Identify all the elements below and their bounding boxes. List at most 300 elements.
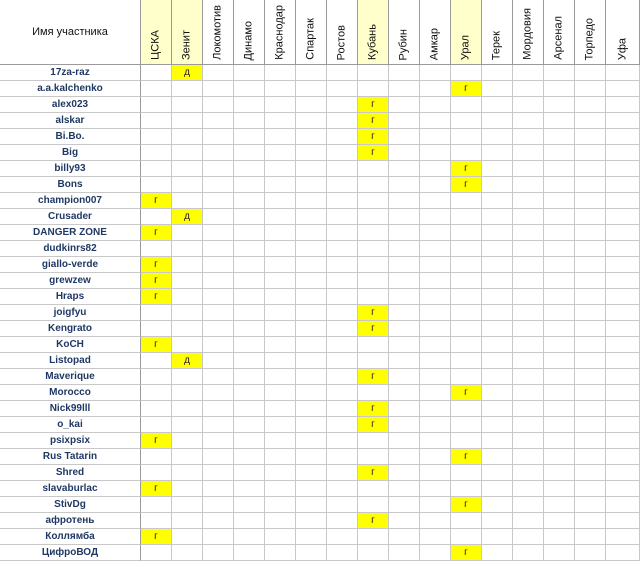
empty-cell[interactable] <box>606 401 640 417</box>
prediction-mark-cell[interactable]: г <box>451 81 482 97</box>
empty-cell[interactable] <box>544 481 575 497</box>
prediction-mark-cell[interactable]: д <box>172 353 203 369</box>
empty-cell[interactable] <box>265 449 296 465</box>
column-header-team[interactable] <box>606 0 640 65</box>
empty-cell[interactable] <box>482 449 513 465</box>
empty-cell[interactable] <box>575 145 606 161</box>
empty-cell[interactable] <box>172 257 203 273</box>
participant-name-cell[interactable]: Morocco <box>0 385 141 401</box>
empty-cell[interactable] <box>172 177 203 193</box>
empty-cell[interactable] <box>358 241 389 257</box>
empty-cell[interactable] <box>141 321 172 337</box>
empty-cell[interactable] <box>265 97 296 113</box>
empty-cell[interactable] <box>389 465 420 481</box>
empty-cell[interactable] <box>606 369 640 385</box>
empty-cell[interactable] <box>389 65 420 81</box>
empty-cell[interactable] <box>482 177 513 193</box>
empty-cell[interactable] <box>606 385 640 401</box>
empty-cell[interactable] <box>513 97 544 113</box>
empty-cell[interactable] <box>358 161 389 177</box>
empty-cell[interactable] <box>482 513 513 529</box>
empty-cell[interactable] <box>420 193 451 209</box>
empty-cell[interactable] <box>451 225 482 241</box>
empty-cell[interactable] <box>513 161 544 177</box>
empty-cell[interactable] <box>265 369 296 385</box>
empty-cell[interactable] <box>141 449 172 465</box>
empty-cell[interactable] <box>141 113 172 129</box>
empty-cell[interactable] <box>606 241 640 257</box>
empty-cell[interactable] <box>203 401 234 417</box>
empty-cell[interactable] <box>482 241 513 257</box>
empty-cell[interactable] <box>234 545 265 561</box>
participant-name-cell[interactable]: Shred <box>0 465 141 481</box>
participant-name-cell[interactable]: grewzew <box>0 273 141 289</box>
empty-cell[interactable] <box>358 81 389 97</box>
prediction-mark-cell[interactable]: д <box>172 65 203 81</box>
empty-cell[interactable] <box>389 209 420 225</box>
empty-cell[interactable] <box>141 353 172 369</box>
empty-cell[interactable] <box>420 385 451 401</box>
empty-cell[interactable] <box>451 465 482 481</box>
empty-cell[interactable] <box>544 465 575 481</box>
participant-name-cell[interactable]: Crusader <box>0 209 141 225</box>
empty-cell[interactable] <box>606 81 640 97</box>
participant-name-cell[interactable]: 17za-raz <box>0 65 141 81</box>
empty-cell[interactable] <box>265 385 296 401</box>
prediction-mark-cell[interactable]: г <box>451 497 482 513</box>
empty-cell[interactable] <box>265 257 296 273</box>
empty-cell[interactable] <box>389 545 420 561</box>
empty-cell[interactable] <box>451 209 482 225</box>
empty-cell[interactable] <box>420 65 451 81</box>
empty-cell[interactable] <box>451 401 482 417</box>
empty-cell[interactable] <box>575 417 606 433</box>
empty-cell[interactable] <box>513 65 544 81</box>
empty-cell[interactable] <box>327 241 358 257</box>
empty-cell[interactable] <box>606 529 640 545</box>
empty-cell[interactable] <box>265 529 296 545</box>
prediction-mark-cell[interactable]: д <box>172 209 203 225</box>
empty-cell[interactable] <box>544 81 575 97</box>
empty-cell[interactable] <box>203 177 234 193</box>
empty-cell[interactable] <box>513 481 544 497</box>
empty-cell[interactable] <box>234 177 265 193</box>
empty-cell[interactable] <box>420 273 451 289</box>
empty-cell[interactable] <box>234 225 265 241</box>
prediction-mark-cell[interactable]: г <box>451 161 482 177</box>
empty-cell[interactable] <box>513 465 544 481</box>
participant-name-cell[interactable]: Rus Tatarin <box>0 449 141 465</box>
empty-cell[interactable] <box>482 225 513 241</box>
empty-cell[interactable] <box>296 481 327 497</box>
column-header-team[interactable] <box>420 0 451 65</box>
empty-cell[interactable] <box>482 321 513 337</box>
empty-cell[interactable] <box>482 129 513 145</box>
empty-cell[interactable] <box>234 497 265 513</box>
empty-cell[interactable] <box>606 417 640 433</box>
empty-cell[interactable] <box>327 497 358 513</box>
empty-cell[interactable] <box>265 433 296 449</box>
empty-cell[interactable] <box>141 465 172 481</box>
empty-cell[interactable] <box>296 497 327 513</box>
prediction-mark-cell[interactable]: г <box>141 225 172 241</box>
empty-cell[interactable] <box>420 321 451 337</box>
empty-cell[interactable] <box>296 161 327 177</box>
empty-cell[interactable] <box>606 273 640 289</box>
empty-cell[interactable] <box>451 433 482 449</box>
empty-cell[interactable] <box>606 337 640 353</box>
participant-name-cell[interactable]: Nick99lll <box>0 401 141 417</box>
empty-cell[interactable] <box>172 241 203 257</box>
empty-cell[interactable] <box>296 465 327 481</box>
participant-name-cell[interactable]: giallo-verde <box>0 257 141 273</box>
empty-cell[interactable] <box>234 145 265 161</box>
empty-cell[interactable] <box>420 449 451 465</box>
empty-cell[interactable] <box>172 401 203 417</box>
empty-cell[interactable] <box>296 113 327 129</box>
empty-cell[interactable] <box>544 353 575 369</box>
empty-cell[interactable] <box>420 225 451 241</box>
empty-cell[interactable] <box>327 289 358 305</box>
participant-name-cell[interactable]: KoCH <box>0 337 141 353</box>
empty-cell[interactable] <box>296 97 327 113</box>
empty-cell[interactable] <box>575 209 606 225</box>
prediction-mark-cell[interactable]: г <box>358 97 389 113</box>
empty-cell[interactable] <box>358 481 389 497</box>
prediction-mark-cell[interactable]: г <box>141 529 172 545</box>
empty-cell[interactable] <box>358 257 389 273</box>
empty-cell[interactable] <box>575 529 606 545</box>
empty-cell[interactable] <box>265 321 296 337</box>
empty-cell[interactable] <box>234 273 265 289</box>
empty-cell[interactable] <box>358 385 389 401</box>
empty-cell[interactable] <box>606 209 640 225</box>
empty-cell[interactable] <box>482 529 513 545</box>
empty-cell[interactable] <box>451 369 482 385</box>
empty-cell[interactable] <box>606 161 640 177</box>
empty-cell[interactable] <box>451 417 482 433</box>
empty-cell[interactable] <box>296 81 327 97</box>
empty-cell[interactable] <box>606 257 640 273</box>
empty-cell[interactable] <box>389 257 420 273</box>
empty-cell[interactable] <box>389 161 420 177</box>
prediction-mark-cell[interactable]: г <box>358 321 389 337</box>
empty-cell[interactable] <box>575 81 606 97</box>
participant-name-cell[interactable]: Maverique <box>0 369 141 385</box>
empty-cell[interactable] <box>234 81 265 97</box>
participant-name-cell[interactable]: o_kai <box>0 417 141 433</box>
empty-cell[interactable] <box>234 113 265 129</box>
empty-cell[interactable] <box>203 385 234 401</box>
empty-cell[interactable] <box>327 353 358 369</box>
prediction-mark-cell[interactable]: г <box>358 513 389 529</box>
empty-cell[interactable] <box>482 481 513 497</box>
empty-cell[interactable] <box>420 529 451 545</box>
participant-name-cell[interactable]: psixpsix <box>0 433 141 449</box>
empty-cell[interactable] <box>606 353 640 369</box>
empty-cell[interactable] <box>358 209 389 225</box>
empty-cell[interactable] <box>482 193 513 209</box>
empty-cell[interactable] <box>172 337 203 353</box>
empty-cell[interactable] <box>265 401 296 417</box>
empty-cell[interactable] <box>544 305 575 321</box>
empty-cell[interactable] <box>513 385 544 401</box>
empty-cell[interactable] <box>575 465 606 481</box>
participant-name-cell[interactable]: DANGER ZONE <box>0 225 141 241</box>
empty-cell[interactable] <box>513 337 544 353</box>
empty-cell[interactable] <box>513 369 544 385</box>
empty-cell[interactable] <box>265 337 296 353</box>
empty-cell[interactable] <box>327 177 358 193</box>
participant-name-cell[interactable]: Коллямба <box>0 529 141 545</box>
empty-cell[interactable] <box>420 161 451 177</box>
prediction-mark-cell[interactable]: г <box>141 257 172 273</box>
empty-cell[interactable] <box>451 65 482 81</box>
empty-cell[interactable] <box>141 385 172 401</box>
empty-cell[interactable] <box>575 225 606 241</box>
empty-cell[interactable] <box>358 529 389 545</box>
empty-cell[interactable] <box>575 289 606 305</box>
empty-cell[interactable] <box>141 177 172 193</box>
empty-cell[interactable] <box>234 417 265 433</box>
column-header-team[interactable] <box>203 0 234 65</box>
empty-cell[interactable] <box>296 545 327 561</box>
empty-cell[interactable] <box>172 113 203 129</box>
prediction-mark-cell[interactable]: г <box>358 401 389 417</box>
empty-cell[interactable] <box>358 289 389 305</box>
empty-cell[interactable] <box>203 433 234 449</box>
empty-cell[interactable] <box>234 257 265 273</box>
empty-cell[interactable] <box>513 305 544 321</box>
empty-cell[interactable] <box>203 465 234 481</box>
empty-cell[interactable] <box>172 529 203 545</box>
empty-cell[interactable] <box>141 129 172 145</box>
empty-cell[interactable] <box>544 129 575 145</box>
prediction-mark-cell[interactable]: г <box>358 417 389 433</box>
participant-name-cell[interactable]: billy93 <box>0 161 141 177</box>
empty-cell[interactable] <box>203 321 234 337</box>
empty-cell[interactable] <box>575 113 606 129</box>
prediction-mark-cell[interactable]: г <box>358 305 389 321</box>
empty-cell[interactable] <box>420 97 451 113</box>
empty-cell[interactable] <box>203 113 234 129</box>
empty-cell[interactable] <box>203 161 234 177</box>
empty-cell[interactable] <box>420 417 451 433</box>
empty-cell[interactable] <box>296 209 327 225</box>
empty-cell[interactable] <box>203 225 234 241</box>
empty-cell[interactable] <box>172 369 203 385</box>
participant-name-cell[interactable]: dudkinrs82 <box>0 241 141 257</box>
empty-cell[interactable] <box>482 97 513 113</box>
empty-cell[interactable] <box>451 145 482 161</box>
empty-cell[interactable] <box>482 433 513 449</box>
empty-cell[interactable] <box>544 321 575 337</box>
empty-cell[interactable] <box>296 65 327 81</box>
empty-cell[interactable] <box>606 193 640 209</box>
empty-cell[interactable] <box>358 433 389 449</box>
empty-cell[interactable] <box>389 433 420 449</box>
empty-cell[interactable] <box>389 513 420 529</box>
empty-cell[interactable] <box>420 177 451 193</box>
empty-cell[interactable] <box>544 65 575 81</box>
empty-cell[interactable] <box>451 97 482 113</box>
empty-cell[interactable] <box>327 129 358 145</box>
participant-name-cell[interactable]: Bons <box>0 177 141 193</box>
empty-cell[interactable] <box>234 369 265 385</box>
column-header-team[interactable] <box>172 0 203 65</box>
column-header-team[interactable] <box>296 0 327 65</box>
empty-cell[interactable] <box>389 497 420 513</box>
empty-cell[interactable] <box>296 193 327 209</box>
empty-cell[interactable] <box>544 161 575 177</box>
empty-cell[interactable] <box>389 321 420 337</box>
participant-name-cell[interactable]: Listopad <box>0 353 141 369</box>
empty-cell[interactable] <box>265 497 296 513</box>
empty-cell[interactable] <box>265 65 296 81</box>
empty-cell[interactable] <box>172 449 203 465</box>
empty-cell[interactable] <box>234 97 265 113</box>
empty-cell[interactable] <box>141 545 172 561</box>
empty-cell[interactable] <box>141 497 172 513</box>
empty-cell[interactable] <box>172 81 203 97</box>
empty-cell[interactable] <box>327 273 358 289</box>
empty-cell[interactable] <box>327 385 358 401</box>
empty-cell[interactable] <box>203 129 234 145</box>
empty-cell[interactable] <box>544 193 575 209</box>
participant-name-cell[interactable]: Hraps <box>0 289 141 305</box>
empty-cell[interactable] <box>234 529 265 545</box>
empty-cell[interactable] <box>296 449 327 465</box>
empty-cell[interactable] <box>296 369 327 385</box>
empty-cell[interactable] <box>544 241 575 257</box>
empty-cell[interactable] <box>420 289 451 305</box>
empty-cell[interactable] <box>327 161 358 177</box>
empty-cell[interactable] <box>389 145 420 161</box>
empty-cell[interactable] <box>327 545 358 561</box>
empty-cell[interactable] <box>544 273 575 289</box>
empty-cell[interactable] <box>575 305 606 321</box>
empty-cell[interactable] <box>358 449 389 465</box>
empty-cell[interactable] <box>606 289 640 305</box>
empty-cell[interactable] <box>544 97 575 113</box>
empty-cell[interactable] <box>482 81 513 97</box>
empty-cell[interactable] <box>451 257 482 273</box>
empty-cell[interactable] <box>265 273 296 289</box>
empty-cell[interactable] <box>389 177 420 193</box>
empty-cell[interactable] <box>172 497 203 513</box>
column-header-team[interactable] <box>265 0 296 65</box>
empty-cell[interactable] <box>172 385 203 401</box>
empty-cell[interactable] <box>265 305 296 321</box>
empty-cell[interactable] <box>172 513 203 529</box>
participant-name-cell[interactable]: Bi.Bo. <box>0 129 141 145</box>
empty-cell[interactable] <box>172 97 203 113</box>
empty-cell[interactable] <box>234 385 265 401</box>
empty-cell[interactable] <box>513 145 544 161</box>
empty-cell[interactable] <box>513 177 544 193</box>
empty-cell[interactable] <box>420 369 451 385</box>
empty-cell[interactable] <box>544 225 575 241</box>
empty-cell[interactable] <box>544 401 575 417</box>
empty-cell[interactable] <box>575 385 606 401</box>
empty-cell[interactable] <box>575 449 606 465</box>
empty-cell[interactable] <box>482 145 513 161</box>
empty-cell[interactable] <box>544 529 575 545</box>
empty-cell[interactable] <box>575 241 606 257</box>
empty-cell[interactable] <box>606 97 640 113</box>
empty-cell[interactable] <box>203 369 234 385</box>
participant-name-cell[interactable]: афротень <box>0 513 141 529</box>
prediction-mark-cell[interactable]: г <box>141 193 172 209</box>
empty-cell[interactable] <box>575 161 606 177</box>
empty-cell[interactable] <box>327 145 358 161</box>
empty-cell[interactable] <box>606 321 640 337</box>
empty-cell[interactable] <box>513 529 544 545</box>
empty-cell[interactable] <box>296 273 327 289</box>
empty-cell[interactable] <box>451 481 482 497</box>
empty-cell[interactable] <box>389 385 420 401</box>
participant-name-cell[interactable]: alskar <box>0 113 141 129</box>
empty-cell[interactable] <box>327 321 358 337</box>
empty-cell[interactable] <box>389 417 420 433</box>
empty-cell[interactable] <box>141 97 172 113</box>
participant-name-cell[interactable]: StivDg <box>0 497 141 513</box>
prediction-mark-cell[interactable]: г <box>451 385 482 401</box>
empty-cell[interactable] <box>296 129 327 145</box>
empty-cell[interactable] <box>172 305 203 321</box>
prediction-mark-cell[interactable]: г <box>358 465 389 481</box>
empty-cell[interactable] <box>265 465 296 481</box>
empty-cell[interactable] <box>172 129 203 145</box>
prediction-mark-cell[interactable]: г <box>358 369 389 385</box>
empty-cell[interactable] <box>327 193 358 209</box>
empty-cell[interactable] <box>513 289 544 305</box>
empty-cell[interactable] <box>234 305 265 321</box>
empty-cell[interactable] <box>265 177 296 193</box>
empty-cell[interactable] <box>575 177 606 193</box>
empty-cell[interactable] <box>265 289 296 305</box>
empty-cell[interactable] <box>358 273 389 289</box>
empty-cell[interactable] <box>172 161 203 177</box>
empty-cell[interactable] <box>606 113 640 129</box>
empty-cell[interactable] <box>513 209 544 225</box>
empty-cell[interactable] <box>389 369 420 385</box>
empty-cell[interactable] <box>327 401 358 417</box>
empty-cell[interactable] <box>141 145 172 161</box>
empty-cell[interactable] <box>234 129 265 145</box>
empty-cell[interactable] <box>296 225 327 241</box>
empty-cell[interactable] <box>389 241 420 257</box>
empty-cell[interactable] <box>327 113 358 129</box>
empty-cell[interactable] <box>234 289 265 305</box>
empty-cell[interactable] <box>265 513 296 529</box>
empty-cell[interactable] <box>265 209 296 225</box>
empty-cell[interactable] <box>451 513 482 529</box>
empty-cell[interactable] <box>141 401 172 417</box>
empty-cell[interactable] <box>327 433 358 449</box>
empty-cell[interactable] <box>172 145 203 161</box>
empty-cell[interactable] <box>265 145 296 161</box>
empty-cell[interactable] <box>420 513 451 529</box>
empty-cell[interactable] <box>234 161 265 177</box>
empty-cell[interactable] <box>606 513 640 529</box>
empty-cell[interactable] <box>420 545 451 561</box>
empty-cell[interactable] <box>389 353 420 369</box>
empty-cell[interactable] <box>234 513 265 529</box>
empty-cell[interactable] <box>482 401 513 417</box>
empty-cell[interactable] <box>389 305 420 321</box>
empty-cell[interactable] <box>544 497 575 513</box>
